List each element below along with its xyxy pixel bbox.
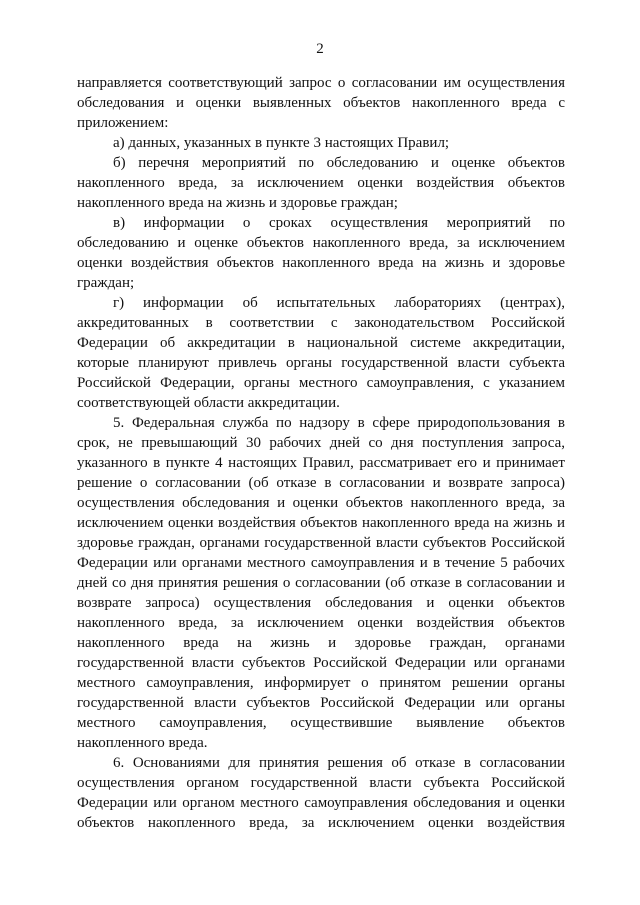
paragraph-item-a: а) данных, указанных в пункте 3 настоящих Правил; [113, 135, 450, 151]
page-number: 2 [316, 41, 324, 57]
document-body [77, 73, 565, 833]
paragraph-item-b: б) перечня мероприятий по обследованию и оценке объектов накопленного вреда, за исключением оценки воздействия объектов накопленного вреда на жизнь и здоровье граждан; [77, 155, 565, 211]
paragraph-request-intro: направляется соответствующий запрос о согласовании им осуществления обследования и оценки выявленных объектов накопленного вреда с приложением: [77, 75, 565, 131]
paragraph-clause-6: 6. Основаниями для принятия решения об отказе в согласовании осуществления органом государственной власти субъекта Российской Федерации или органом местного самоуправления обследования и оценки объектов накопленного вреда, за исключением оценки воздействия [77, 755, 565, 831]
paragraph-clause-5: 5. Федеральная служба по надзору в сфере природопользования в срок, не превышающий 30 рабочих дней со дня поступления запроса, указанного в пункте 4 настоящих Правил, рассматривает его и принимает решение о согласовании (об отказе в согласовании и возврате запроса) осуществления обследования и оценки объектов накопленного вреда, за исключением оценки воздействия объектов накопленного вреда на жизнь и здоровье граждан, органами государственной власти субъектов Российской Федерации или органами местного самоуправления и в течение 5 рабочих дней со дня принятия решения о согласовании (об отказе в согласовании и возврате запроса) осуществления обследования и оценки объектов накопленного вреда, за исключением оценки воздействия объектов накопленного вреда на жизнь и здоровье граждан, органами государственной власти субъектов Российской Федерации или органами местного самоуправления, информирует о принятом решении органы государственной власти субъектов Российской Федерации или органы местного самоуправления, осуществившие выявление объектов накопленного вреда. [77, 415, 565, 751]
paragraph-item-g: г) информации об испытательных лабораториях (центрах), аккредитованных в соответствии с законодательством Российской Федерации об аккредитации в национальной системе аккредитации, которые планируют привлечь органы государственной власти субъекта Российской Федерации, органы местного самоуправления, с указанием соответствующей области аккредитации. [77, 295, 565, 411]
paragraph-item-v: в) информации о сроках осуществления мероприятий по обследованию и оценке объектов накопленного вреда, за исключением оценки воздействия объектов накопленного вреда на жизнь и здоровье граждан; [77, 215, 565, 291]
